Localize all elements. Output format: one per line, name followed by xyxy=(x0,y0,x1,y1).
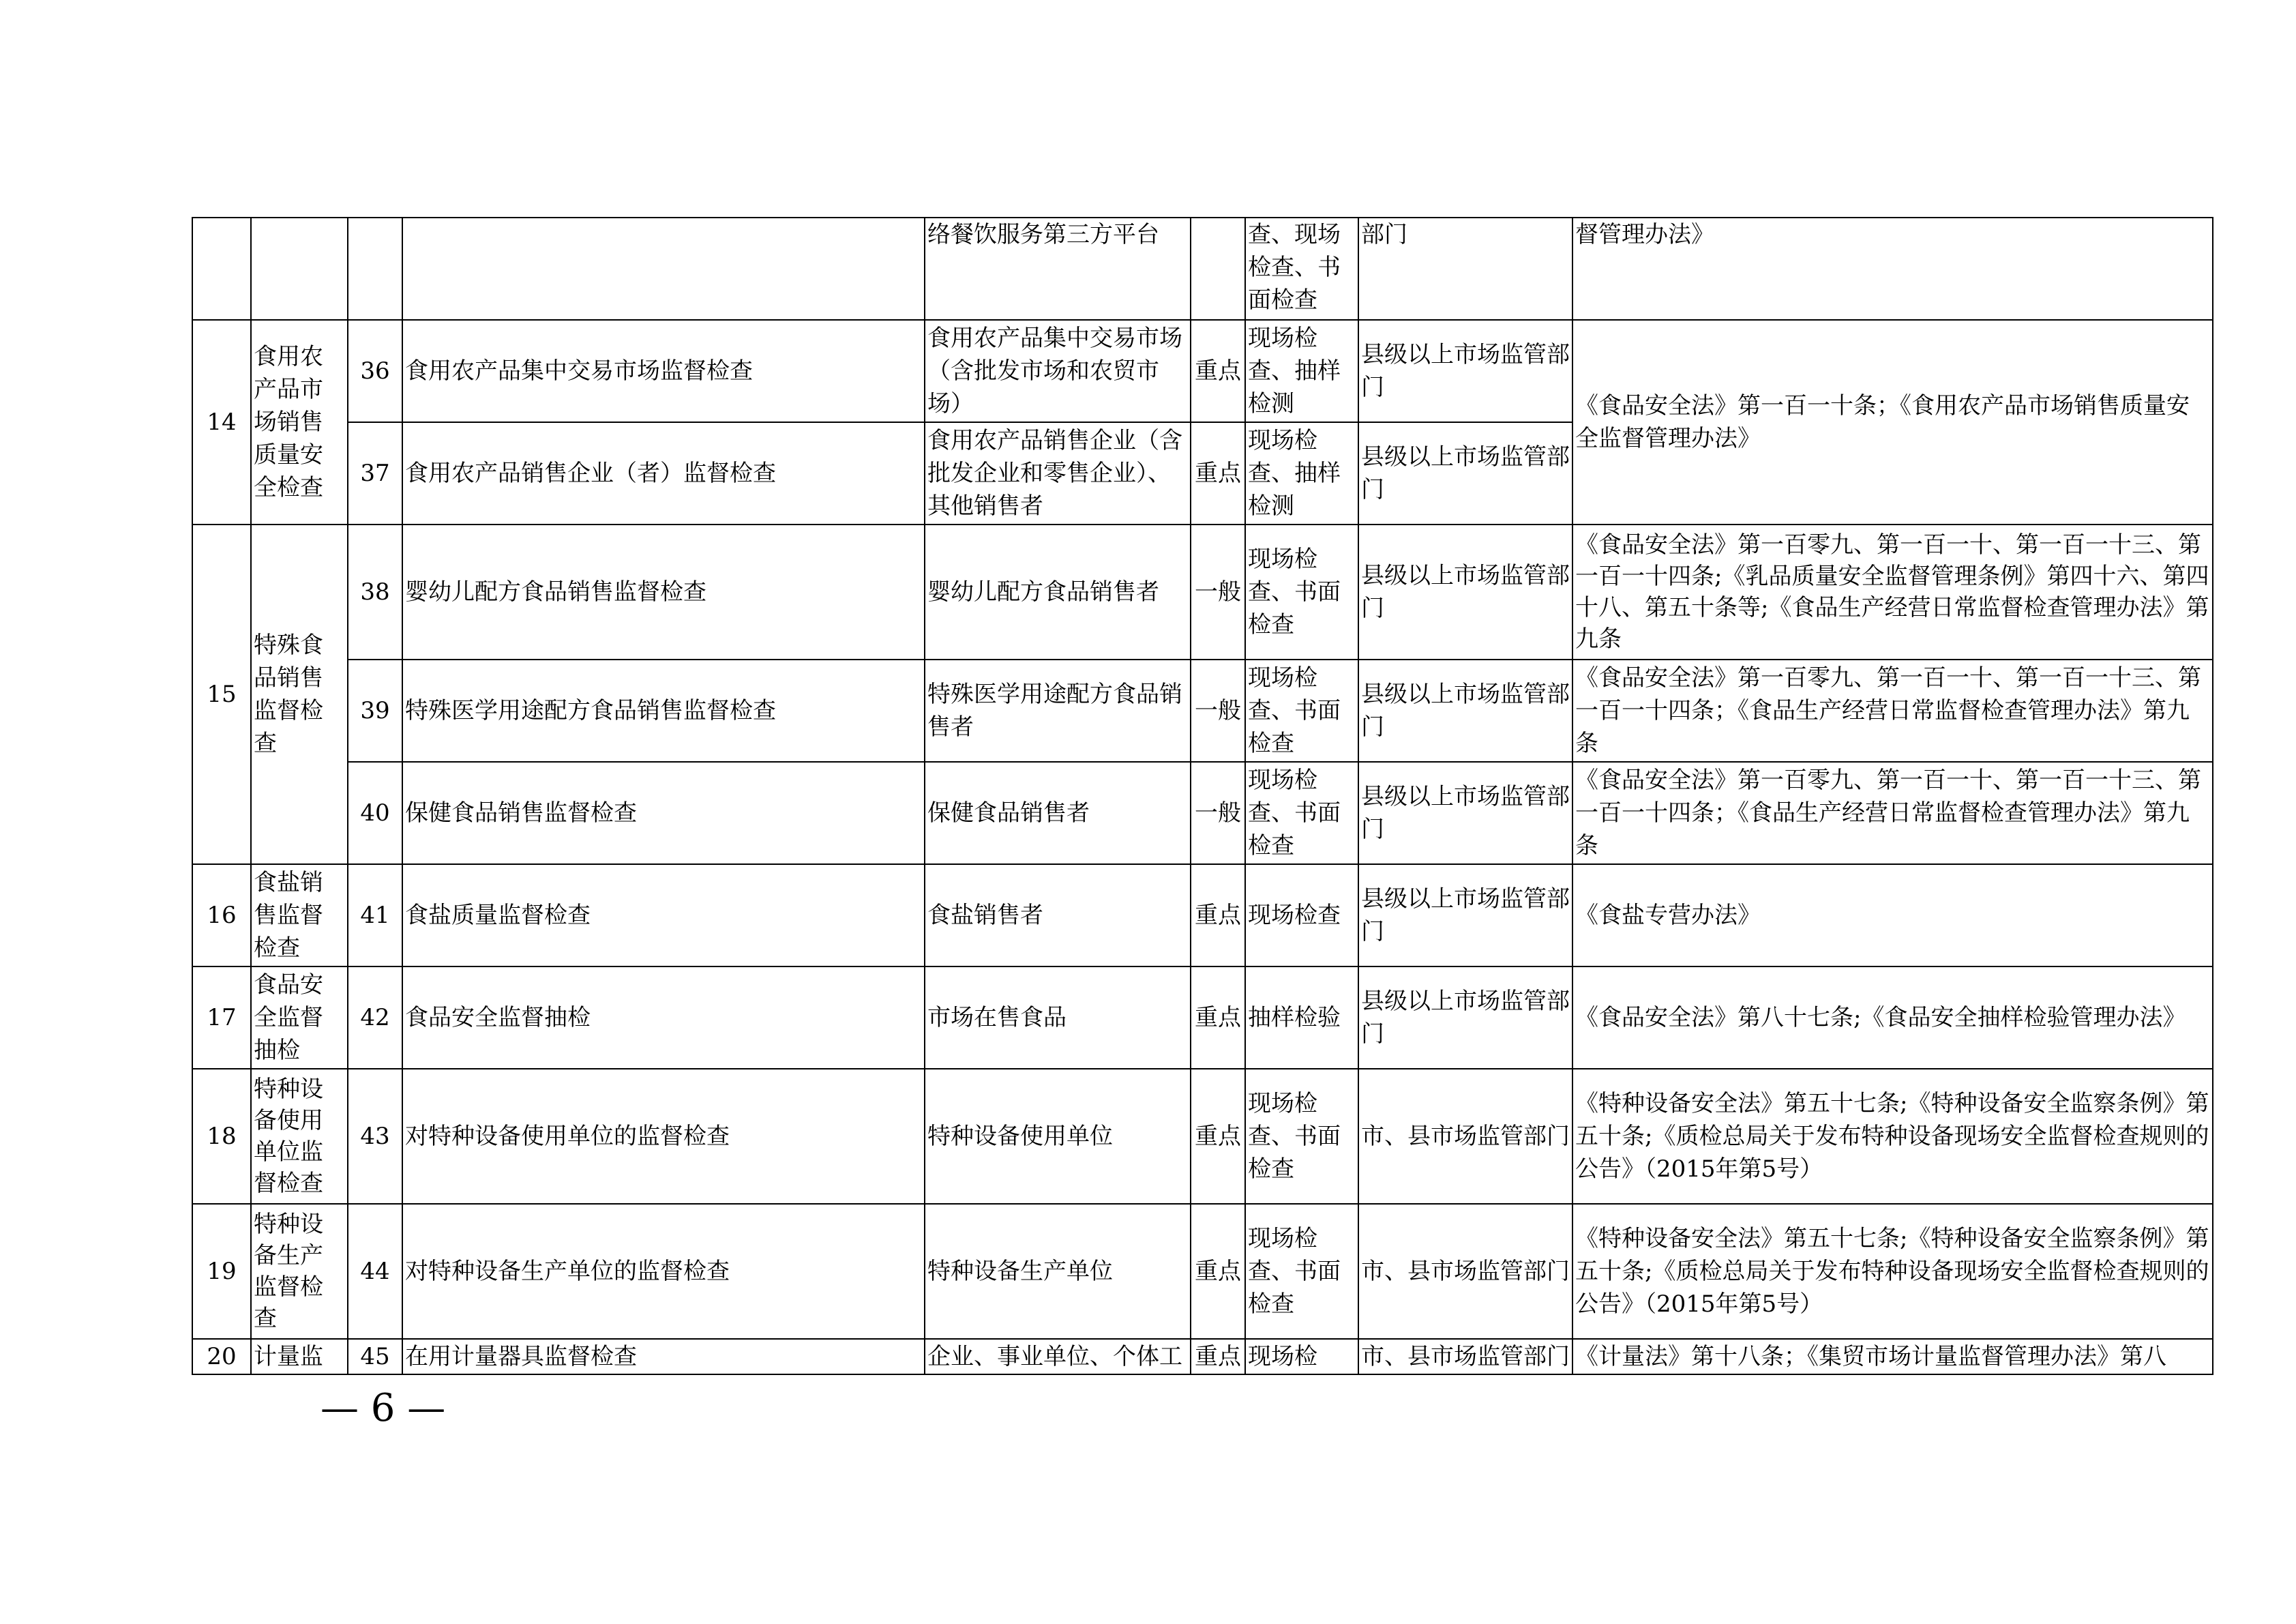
inspection-level-cell: 重点 xyxy=(1191,1069,1245,1204)
responsible-dept-cell: 县级以上市场监管部门 xyxy=(1358,525,1572,660)
table-row xyxy=(192,660,2213,762)
responsible-dept-cell: 县级以上市场监管部门 xyxy=(1358,762,1572,864)
item-number-cell xyxy=(348,218,402,320)
table-row xyxy=(192,525,2213,660)
inspection-object-cell: 食用农产品销售企业（含批发企业和零售企业）、其他销售者 xyxy=(925,422,1191,525)
category-cell xyxy=(251,218,348,320)
item-name-cell: 对特种设备生产单位的监督检查 xyxy=(402,1204,925,1339)
responsible-dept-cell: 市、县市场监管部门 xyxy=(1358,1204,1572,1339)
group-number-cell: 18 xyxy=(192,1069,251,1204)
item-number-cell: 41 xyxy=(348,864,402,966)
category-cell: 特种设备生产监督检查 xyxy=(251,1204,348,1339)
legal-basis-cell: 《食品安全法》第一百零九、第一百一十、第一百一十三、第一百一十四条；《食品生产经营日常监督检查管理办法》第九条 xyxy=(1572,762,2213,864)
inspection-method-cell: 现场检查、书面检查 xyxy=(1245,762,1358,864)
inspection-method-cell: 现场检查、书面检查 xyxy=(1245,1204,1358,1339)
page-number: — 6 — xyxy=(320,1386,446,1430)
table-row xyxy=(192,966,2213,1069)
inspection-method-cell: 现场检查、抽样检测 xyxy=(1245,320,1358,422)
legal-basis-cell: 督管理办法》 xyxy=(1572,218,2213,320)
item-name-cell xyxy=(402,218,925,320)
category-cell: 特种设备使用单位监督检查 xyxy=(251,1069,348,1204)
inspection-method-cell: 现场检查 xyxy=(1245,864,1358,966)
item-name-cell: 对特种设备使用单位的监督检查 xyxy=(402,1069,925,1204)
inspection-method-cell: 现场检查、书面检查 xyxy=(1245,1069,1358,1204)
table-row xyxy=(192,320,2213,422)
legal-basis-cell: 《特种设备安全法》第五十七条;《特种设备安全监察条例》第五十条;《质检总局关于发布特种设备现场安全监督检查规则的公告》（2015年第5号） xyxy=(1572,1204,2213,1339)
inspection-level-cell: 一般 xyxy=(1191,762,1245,864)
item-name-cell: 特殊医学用途配方食品销售监督检查 xyxy=(402,660,925,762)
item-number-cell: 38 xyxy=(348,525,402,660)
responsible-dept-cell: 市、县市场监管部门 xyxy=(1358,1069,1572,1204)
inspection-level-cell: 重点 xyxy=(1191,1339,1245,1374)
inspection-method-cell: 现场检 xyxy=(1245,1339,1358,1374)
inspection-object-cell: 企业、事业单位、个体工 xyxy=(925,1339,1191,1374)
group-number-cell: 20 xyxy=(192,1339,251,1374)
inspection-object-cell: 络餐饮服务第三方平台 xyxy=(925,218,1191,320)
inspection-method-cell: 查、现场检查、书面检查 xyxy=(1245,218,1358,320)
responsible-dept-cell: 县级以上市场监管部门 xyxy=(1358,660,1572,762)
legal-basis-cell: 《食品安全法》第一百零九、第一百一十、第一百一十三、第一百一十四条；《食品生产经营日常监督检查管理办法》第九条 xyxy=(1572,660,2213,762)
inspection-level-cell: 重点 xyxy=(1191,864,1245,966)
table-row xyxy=(192,762,2213,864)
table-row xyxy=(192,218,2213,320)
item-name-cell: 食品安全监督抽检 xyxy=(402,966,925,1069)
item-number-cell: 37 xyxy=(348,422,402,525)
group-number-cell xyxy=(192,218,251,320)
inspection-object-cell: 市场在售食品 xyxy=(925,966,1191,1069)
responsible-dept-cell: 县级以上市场监管部门 xyxy=(1358,422,1572,525)
inspection-level-cell: 重点 xyxy=(1191,966,1245,1069)
inspection-level-cell: 一般 xyxy=(1191,660,1245,762)
legal-basis-cell: 《食盐专营办法》 xyxy=(1572,864,2213,966)
item-number-cell: 39 xyxy=(348,660,402,762)
inspection-method-cell: 抽样检验 xyxy=(1245,966,1358,1069)
inspection-object-cell: 食用农产品集中交易市场（含批发市场和农贸市场） xyxy=(925,320,1191,422)
inspection-level-cell: 重点 xyxy=(1191,320,1245,422)
legal-basis-cell: 《食品安全法》第一百一十条；《食用农产品市场销售质量安全监督管理办法》 xyxy=(1572,320,2213,525)
group-number-cell: 19 xyxy=(192,1204,251,1339)
legal-basis-cell: 《特种设备安全法》第五十七条;《特种设备安全监察条例》第五十条;《质检总局关于发布特种设备现场安全监督检查规则的公告》（2015年第5号） xyxy=(1572,1069,2213,1204)
table-row xyxy=(192,1204,2213,1339)
inspection-method-cell: 现场检查、抽样检测 xyxy=(1245,422,1358,525)
inspection-items-table xyxy=(192,217,2213,1375)
inspection-object-cell: 特种设备使用单位 xyxy=(925,1069,1191,1204)
inspection-level-cell xyxy=(1191,218,1245,320)
group-number-cell: 14 xyxy=(192,320,251,525)
inspection-object-cell: 保健食品销售者 xyxy=(925,762,1191,864)
item-name-cell: 食用农产品销售企业（者）监督检查 xyxy=(402,422,925,525)
group-number-cell: 16 xyxy=(192,864,251,966)
item-number-cell: 40 xyxy=(348,762,402,864)
item-number-cell: 42 xyxy=(348,966,402,1069)
item-name-cell: 食用农产品集中交易市场监督检查 xyxy=(402,320,925,422)
legal-basis-cell: 《食品安全法》第一百零九、第一百一十、第一百一十三、第一百一十四条;《乳品质量安全监督管理条例》第四十六、第四十八、第五十条等;《食品生产经营日常监督检查管理办法》第九条 xyxy=(1572,525,2213,660)
legal-basis-cell: 《食品安全法》第八十七条;《食品安全抽样检验管理办法》 xyxy=(1572,966,2213,1069)
inspection-level-cell: 一般 xyxy=(1191,525,1245,660)
inspection-object-cell: 食盐销售者 xyxy=(925,864,1191,966)
inspection-level-cell: 重点 xyxy=(1191,422,1245,525)
inspection-method-cell: 现场检查、书面检查 xyxy=(1245,525,1358,660)
responsible-dept-cell: 县级以上市场监管部门 xyxy=(1358,320,1572,422)
legal-basis-cell: 《计量法》第十八条；《集贸市场计量监督管理办法》第八 xyxy=(1572,1339,2213,1374)
category-cell: 计量监 xyxy=(251,1339,348,1374)
responsible-dept-cell: 县级以上市场监管部门 xyxy=(1358,966,1572,1069)
responsible-dept-cell: 部门 xyxy=(1358,218,1572,320)
item-name-cell: 婴幼儿配方食品销售监督检查 xyxy=(402,525,925,660)
inspection-object-cell: 特种设备生产单位 xyxy=(925,1204,1191,1339)
item-number-cell: 45 xyxy=(348,1339,402,1374)
inspection-method-cell: 现场检查、书面检查 xyxy=(1245,660,1358,762)
responsible-dept-cell: 市、县市场监管部门 xyxy=(1358,1339,1572,1374)
inspection-object-cell: 婴幼儿配方食品销售者 xyxy=(925,525,1191,660)
item-number-cell: 36 xyxy=(348,320,402,422)
group-number-cell: 15 xyxy=(192,525,251,864)
table-row xyxy=(192,1339,2213,1374)
item-name-cell: 保健食品销售监督检查 xyxy=(402,762,925,864)
category-cell: 特殊食品销售监督检查 xyxy=(251,525,348,864)
item-name-cell: 食盐质量监督检查 xyxy=(402,864,925,966)
group-number-cell: 17 xyxy=(192,966,251,1069)
item-number-cell: 44 xyxy=(348,1204,402,1339)
table-row xyxy=(192,864,2213,966)
responsible-dept-cell: 县级以上市场监管部门 xyxy=(1358,864,1572,966)
category-cell: 食用农产品市场销售质量安全检查 xyxy=(251,320,348,525)
category-cell: 食品安全监督抽检 xyxy=(251,966,348,1069)
table-row xyxy=(192,1069,2213,1204)
category-cell: 食盐销售监督检查 xyxy=(251,864,348,966)
item-number-cell: 43 xyxy=(348,1069,402,1204)
item-name-cell: 在用计量器具监督检查 xyxy=(402,1339,925,1374)
inspection-object-cell: 特殊医学用途配方食品销售者 xyxy=(925,660,1191,762)
inspection-level-cell: 重点 xyxy=(1191,1204,1245,1339)
